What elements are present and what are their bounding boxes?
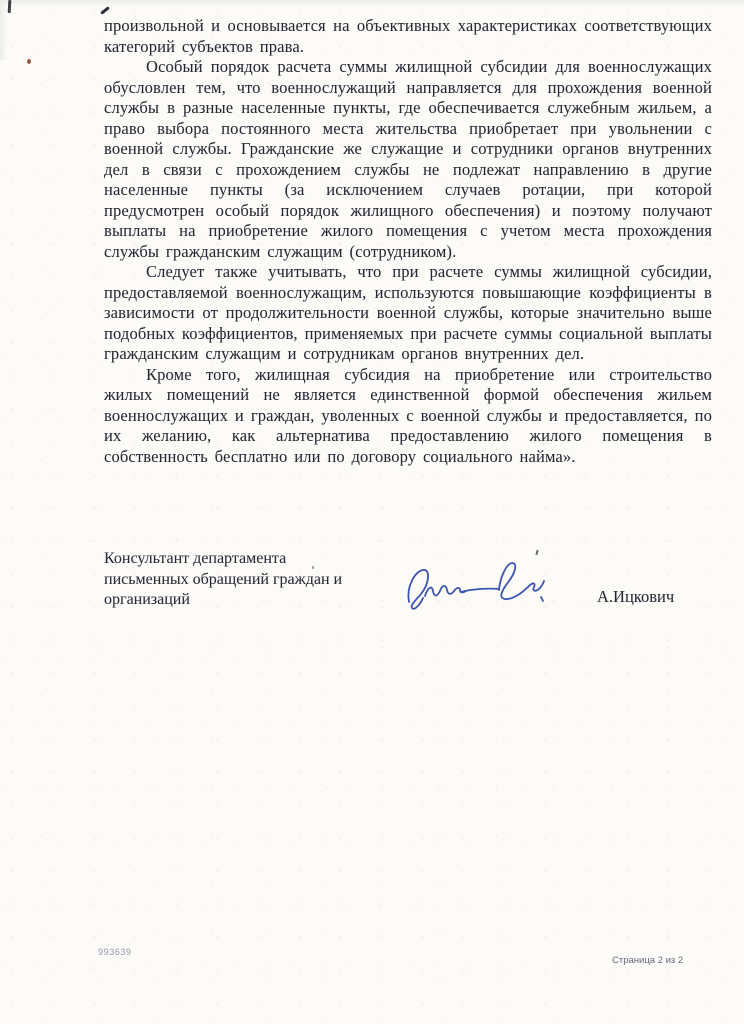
scan-artifact-speck (312, 566, 314, 569)
signer-name: А.Ицкович (597, 587, 675, 606)
signer-title-line: Консультант департамента (104, 550, 287, 567)
scan-artifact-ink-mark (100, 6, 110, 15)
document-number: 993639 (98, 947, 132, 957)
handwritten-signature-icon (395, 545, 565, 625)
page-number-label: Страница 2 из 2 (612, 955, 684, 966)
document-body (104, 16, 712, 467)
paragraph: Кроме того, жилищная субсидия на приобретение или строительство жилых помещений не является единственной формой обеспечения жильем военнослужащих и граждан, уволенных с военной службы и предоставляется, по их желанию, как альтернатива предоставлению жилого помещения в собственность бесплатно или по договору социального найма». (104, 364, 712, 466)
scan-artifact-red-dot (27, 59, 31, 64)
signer-title-line: организаций (104, 591, 190, 608)
scan-edge-shadow-top (0, 0, 744, 7)
signer-title-line: письменных обращений граждан и (104, 570, 343, 588)
scan-artifact-edge-stroke (8, 0, 12, 13)
paragraph: Следует также учитывать, что при расчете суммы жилищной субсидии, предоставляемой военнослужащим, используются повышающие коэффициенты в зависимости от продолжительности военной службы, которые значительно выше подобных коэффициентов, применяемых при расчете суммы социальной выплаты гражданским служащим и сотрудникам органов внутренних дел. (104, 262, 712, 363)
paragraph: Особый порядок расчета суммы жилищной субсидии для военнослужащих обусловлен тем, что военнослужащий направляется для прохождения военной службы в разные населенные пункты, где обеспечивается служебным жильем, а право выбора постоянного места жительства приобретает при увольнении с военной службы. Гражданские же служащие и сотрудники органов внутренних дел в связи с прохождением службы не подлежат направлению в другие населенные пункты (за исключением случаев ротации, при которой предусмотрен особый порядок жилищного обеспечения) и поэтому получают выплаты на приобретение жилого помещения с учетом места прохождения службы гражданским служащим (сотрудником). (104, 57, 712, 261)
scan-edge-shadow-left (0, 0, 7, 60)
paragraph-continuation: произвольной и основывается на объективных характеристиках соответствующих категорий субъектов права. (104, 16, 712, 56)
signature-block-title (104, 549, 404, 611)
